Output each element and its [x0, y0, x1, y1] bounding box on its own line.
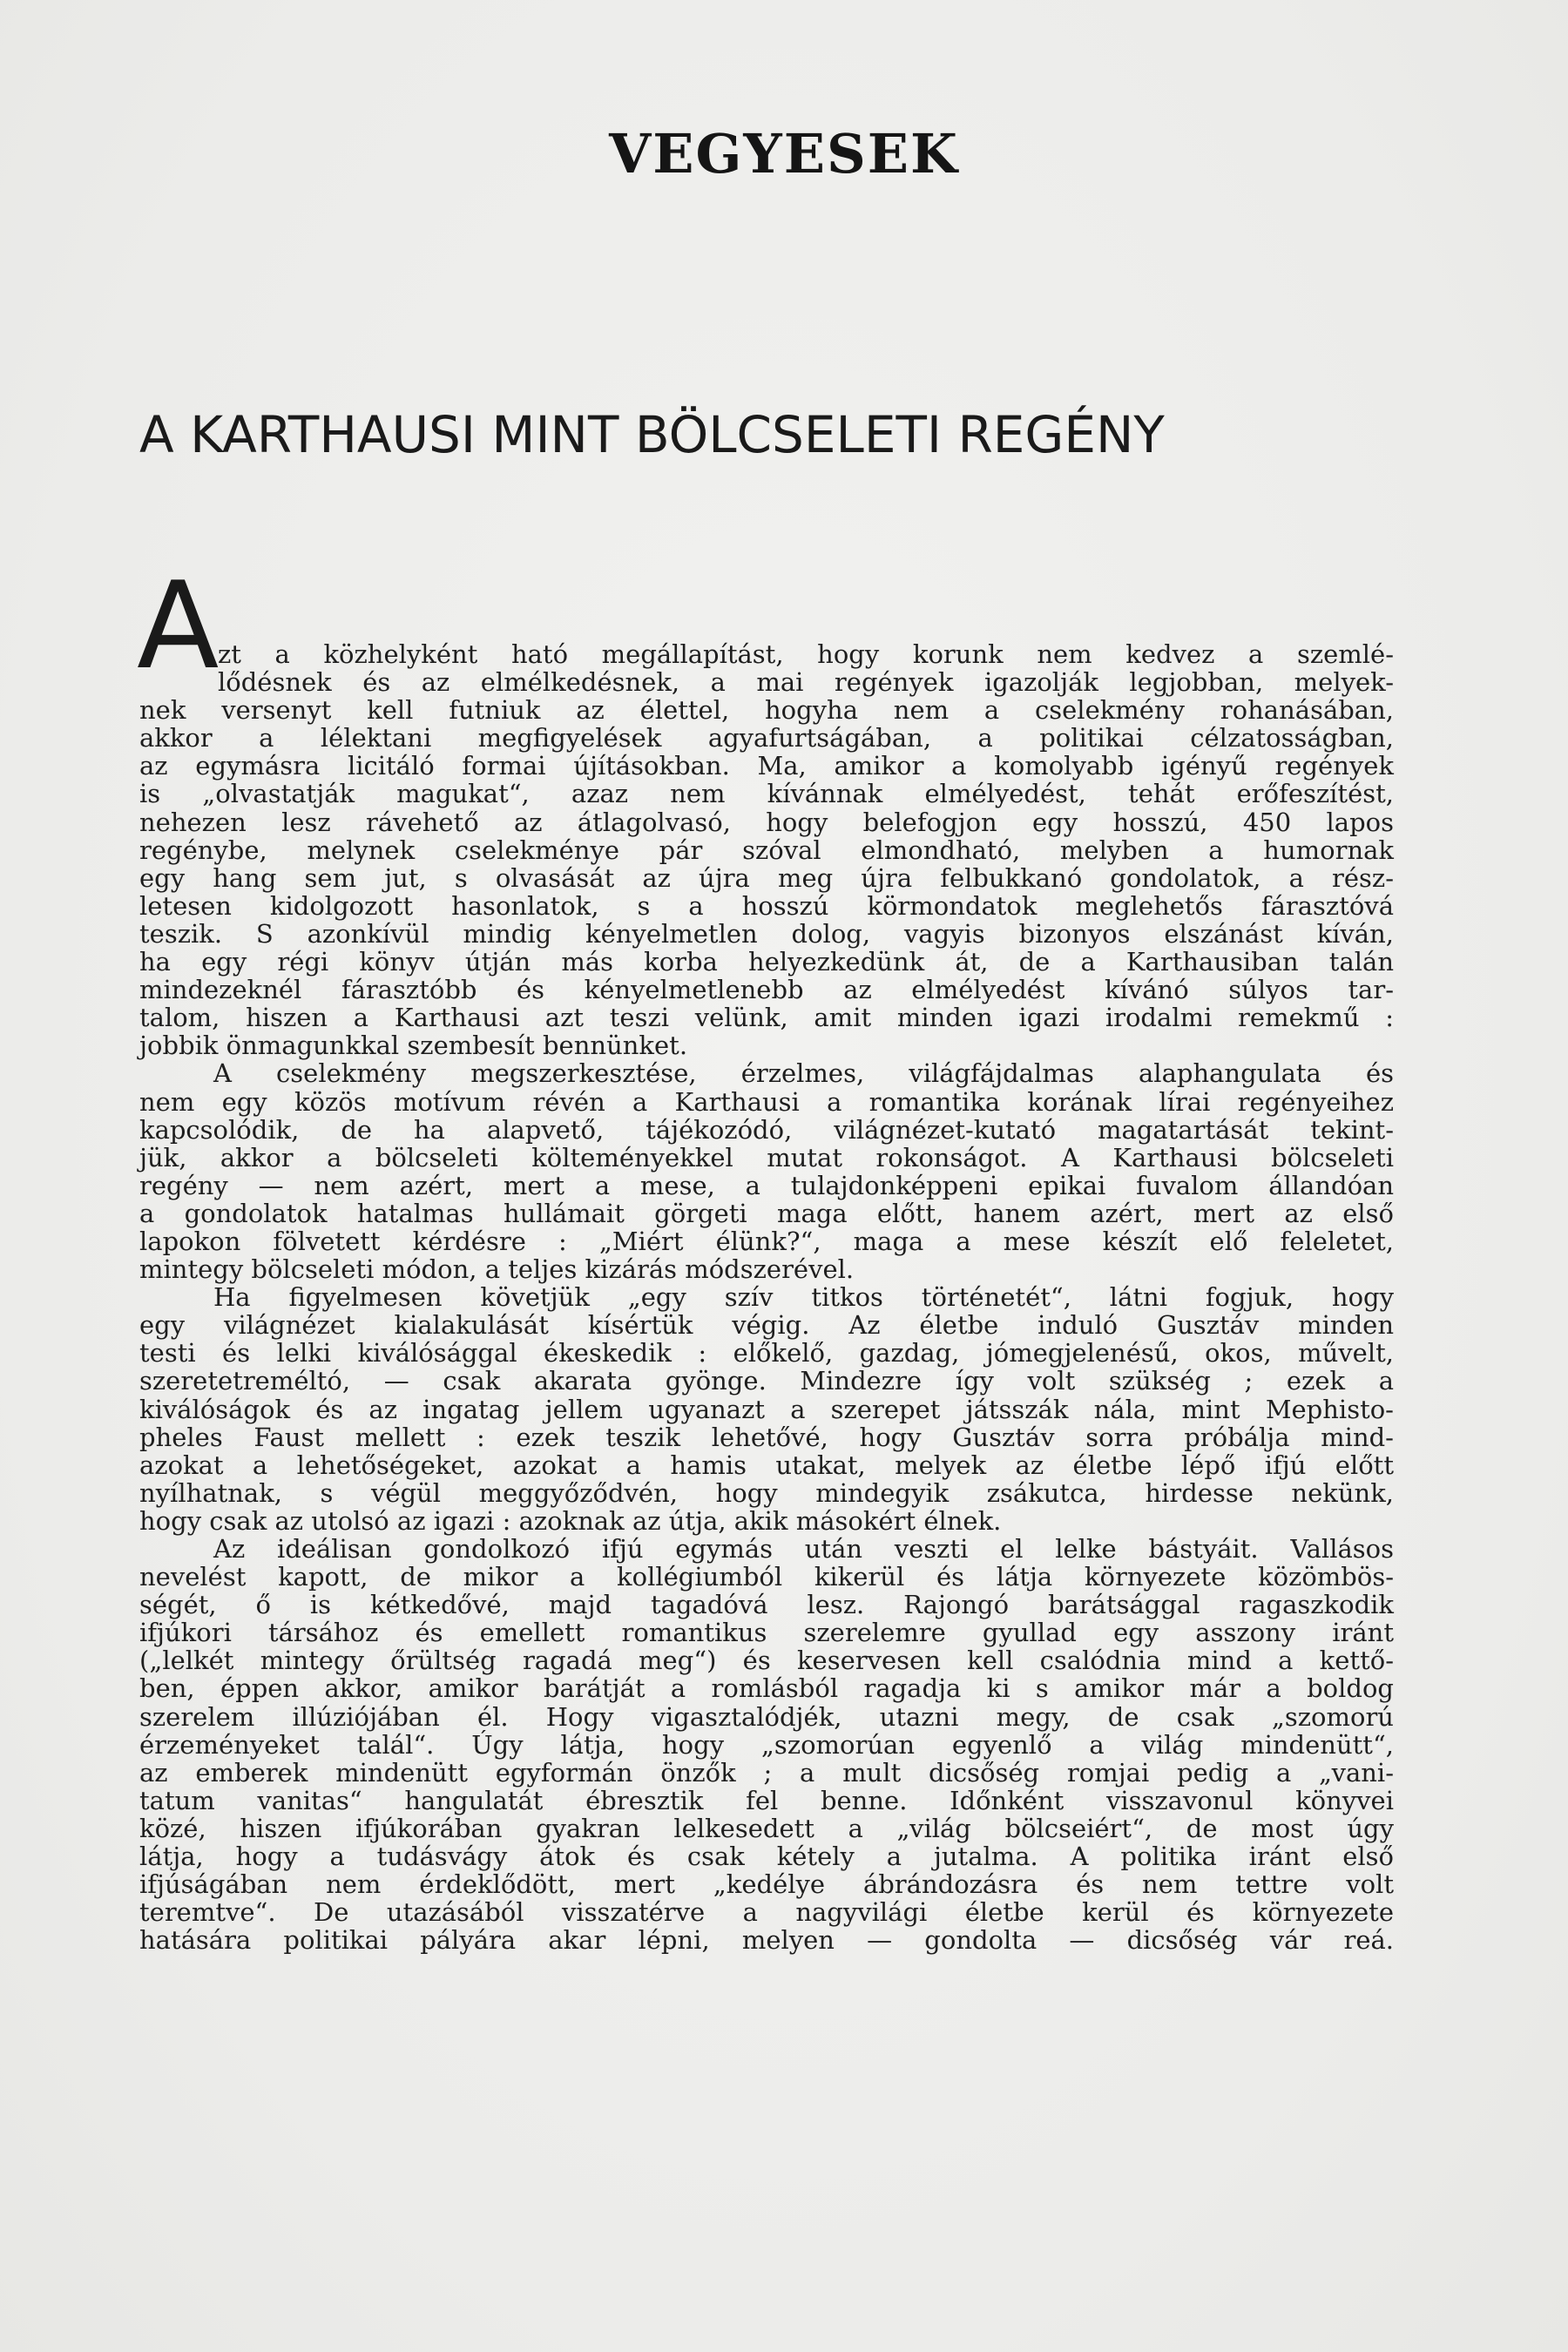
text-line: látja, hogy a tudásvágy átok és csak kétely a jutalma. A politika iránt első: [139, 1842, 1394, 1872]
text-line: teremtve“. De utazásából visszatérve a nagyvilági életbe kerül és környezete: [139, 1897, 1394, 1928]
text-line: akkor a lélektani megfigyelések agyafurtságában, a politikai célzatosságban,: [139, 723, 1394, 754]
text-line: regénybe, melynek cselekménye pár szóval elmondható, melyben a humornak: [139, 835, 1394, 865]
text-line: érzeményeket talál“. Úgy látja, hogy „szomorúan egyenlő a világ mindenütt“,: [139, 1729, 1394, 1760]
text-line: szeretetreméltó, — csak akarata gyönge. Mindezre így volt szükség ; ezek a: [139, 1366, 1394, 1396]
text-line: az egymásra licitáló formai újításokban. Ma, amikor a komolyabb igényű regények: [139, 751, 1394, 781]
text-line: nevelést kapott, de mikor a kollégiumból kikerül és látja környezete közömbös-: [139, 1562, 1394, 1592]
text-line: pheles Faust mellett : ezek teszik lehetővé, hogy Gusztáv sorra próbálja mind-: [139, 1422, 1394, 1452]
text-line: is „olvastatják magukat“, azaz nem kívánnak elmélyedést, tehát erőfeszítést,: [139, 779, 1394, 809]
text-line: egy hang sem jut, s olvasását az újra meg újra felbukkanó gondolatok, a rész-: [139, 862, 1394, 893]
text-line: lődésnek és az elmélkedésnek, a mai regények igazolják legjobban, melyek-: [218, 667, 1394, 698]
text-line: talom, hiszen a Karthausi azt teszi velünk, amit minden igazi irodalmi remekmű :: [139, 1003, 1394, 1033]
text-line: Ha figyelmesen követjük „egy szív titkos történetét“, látni fogjuk, hogy: [213, 1282, 1394, 1313]
text-line: azokat a lehetőségeket, azokat a hamis utakat, melyek az életbe lépő ifjú előtt: [139, 1450, 1394, 1480]
text-line: nyílhatnak, s végül meggyőződvén, hogy mindegyik zsákutca, hirdesse nekünk,: [139, 1477, 1394, 1508]
text-line: testi és lelki kiválósággal ékeskedik : előkelő, gazdag, jómegjelenésű, okos, művelt,: [139, 1338, 1394, 1369]
article-title: A KARTHAUSI MINT BÖLCSELETI REGÉNY: [139, 405, 1165, 464]
text-line: tatum vanitas“ hangulatát ébresztik fel benne. Időnként visszavonul könyvei: [139, 1785, 1394, 1815]
text-line: zt a közhelyként ható megállapítást, hogy korunk nem kedvez a szemlé-: [218, 639, 1394, 669]
text-line: mintegy bölcseleti módon, a teljes kizárás módszerével.: [139, 1254, 855, 1285]
text-line: teszik. S azonkívül mindig kényelmetlen dolog, vagyis bizonyos elszánást kíván,: [139, 918, 1394, 949]
text-line: kiválóságok és az ingatag jellem ugyanazt a szerepet játsszák nála, mint Mephisto-: [139, 1394, 1394, 1424]
text-line: Az ideálisan gondolkozó ifjú egymás után veszti el lelke bástyáit. Vallásos: [213, 1534, 1394, 1564]
article-body: [139, 640, 1394, 1954]
text-line: ben, éppen akkor, amikor barátját a romlásból ragadja ki s amikor már a boldog: [139, 1673, 1394, 1704]
text-line: ha egy régi könyv útján más korba helyezkedünk át, de a Karthausiban talán: [139, 947, 1394, 977]
text-line: letesen kidolgozott hasonlatok, s a hosszú körmondatok meglehetős fárasztóvá: [139, 890, 1394, 921]
text-line: nehezen lesz rávehető az átlagolvasó, hogy belefogjon egy hosszú, 450 lapos: [139, 807, 1394, 837]
text-line: („lelkét mintegy őrültség ragadá meg“) és keservesen kell csalódnia mind a kettő-: [139, 1646, 1394, 1676]
text-line: mindezeknél fárasztóbb és kényelmetlenebb az elmélyedést kívánó súlyos tar-: [139, 975, 1394, 1005]
text-line: nem egy közös motívum révén a Karthausi a romantika korának lírai regényeihez: [139, 1086, 1394, 1117]
text-line: jük, akkor a bölcseleti költeményekkel mutat rokonságot. A Karthausi bölcseleti: [139, 1142, 1394, 1173]
text-line: ségét, ő is kétkedővé, majd tagadóvá lesz. Rajongó barátsággal ragaszkodik: [139, 1590, 1394, 1620]
text-line: az emberek mindenütt egyformán önzők ; a mult dicsőség romjai pedig a „vani-: [139, 1757, 1394, 1788]
text-line: ifjúkori társához és emellett romantikus szerelemre gyullad egy asszony iránt: [139, 1618, 1394, 1648]
text-line: kapcsolódik, de ha alapvető, tájékozódó, világnézet-kutató magatartását tekint-: [139, 1114, 1394, 1145]
text-line: a gondolatok hatalmas hullámait görgeti maga előtt, hanem azért, mert az első: [139, 1198, 1394, 1228]
text-line: ifjúságában nem érdeklődött, mert „kedélye ábrándozásra és nem tettre volt: [139, 1869, 1394, 1900]
text-line: lapokon fölvetett kérdésre : „Miért élünk?“, maga a mese készít elő feleletet,: [139, 1226, 1394, 1256]
text-line: egy világnézet kialakulását kísértük végig. Az életbe induló Gusztáv minden: [139, 1310, 1394, 1341]
text-line: hogy csak az utolsó az igazi : azoknak az útja, akik másokért élnek.: [139, 1505, 1002, 1536]
drop-cap: A: [137, 556, 220, 696]
text-line: jobbik önmagunkkal szembesít bennünket.: [139, 1031, 688, 1061]
text-line: szerelem illúziójában él. Hogy vigasztalódjék, utazni megy, de csak „szomorú: [139, 1701, 1394, 1732]
text-line: hatására politikai pályára akar lépni, melyen — gondolta — dicsőség vár reá.: [139, 1925, 1394, 1956]
text-line: regény — nem azért, mert a mese, a tulajdonképpeni epikai fuvalom állandóan: [139, 1170, 1394, 1200]
text-line: A cselekmény megszerkesztése, érzelmes, világfájdalmas alaphangulata és: [213, 1058, 1394, 1089]
section-title: VEGYESEK: [609, 122, 959, 186]
text-line: közé, hiszen ifjúkorában gyakran lelkesedett a „világ bölcseiért“, de most úgy: [139, 1813, 1394, 1843]
text-line: nek versenyt kell futniuk az élettel, hogyha nem a cselekmény rohanásában,: [139, 695, 1394, 726]
